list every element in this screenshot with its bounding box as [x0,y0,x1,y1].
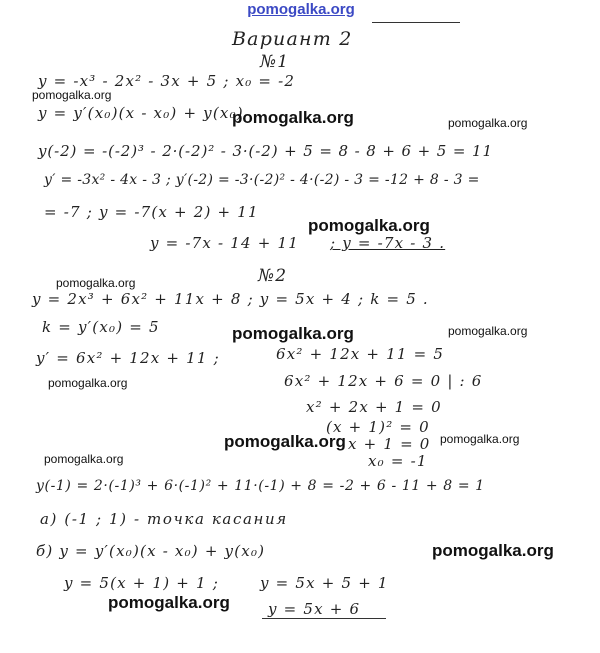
task1-line-3: y(-2) = -(-2)³ - 2·(-2)² - 3·(-2) + 5 = 8 - 8 + 6 + 5 = 11 [38,142,493,160]
task2-line-5: 6x² + 12x + 6 = 0 | : 6 [284,372,483,390]
task1-number: №1 [260,52,290,72]
watermark: pomogalka.org [48,376,128,390]
watermark: pomogalka.org [56,276,136,290]
watermark: pomogalka.org [108,593,230,612]
task1-line-1: y = -x³ - 2x² - 3x + 5 ; x₀ = -2 [38,72,296,90]
watermark: pomogalka.org [232,108,354,127]
watermark: pomogalka.org [44,452,124,466]
task2-line-10: y(-1) = 2·(-1)³ + 6·(-1)² + 11·(-1) + 8 = -2 + 6 - 11 + 8 = 1 [36,478,485,494]
task2-line-11: a) (-1 ; 1) - точка касания [40,510,288,528]
task1-line-6: y = -7x - 14 + 11 [150,234,299,252]
watermark: pomogalka.org [308,216,430,235]
task1-line-4: y′ = -3x² - 4x - 3 ; y′(-2) = -3·(-2)² - 4·(-2) - 3 = -12 + 8 - 3 = [44,172,480,188]
task2-line-9: x₀ = -1 [368,452,428,470]
task2-line-6: x² + 2x + 1 = 0 [306,398,442,416]
site-header-link[interactable]: pomogalka.org [247,1,355,18]
watermark: pomogalka.org [448,116,528,130]
task1-line-5: = -7 ; y = -7(x + 2) + 11 [44,203,259,221]
task2-line-1: y = 2x³ + 6x² + 11x + 8 ; y = 5x + 4 ; k = 5 . [32,290,429,308]
task2-line-8: x + 1 = 0 [348,435,431,453]
task1-line-2: y = y′(x₀)(x - x₀) + y(x₀) [38,104,244,122]
task2-answer: y = 5x + 6 [268,600,361,618]
watermark: pomogalka.org [224,432,346,451]
task1-answer: ; y = -7x - 3 . [330,234,446,252]
watermark: pomogalka.org [440,432,520,446]
watermark: pomogalka.org [448,324,528,338]
task2-line-14: y = 5x + 5 + 1 [260,574,389,592]
watermark: pomogalka.org [432,541,554,560]
task2-line-3: y′ = 6x² + 12x + 11 ; [36,349,220,367]
task2-number: №2 [258,266,288,286]
header-rule [372,22,460,23]
variant-title: Вариант 2 [232,28,353,50]
task2-line-4: 6x² + 12x + 11 = 5 [276,345,445,363]
task2-line-13: y = 5(x + 1) + 1 ; [64,574,220,592]
task2-line-2: k = y′(x₀) = 5 [42,318,160,336]
task2-line-12: б) y = y′(x₀)(x - x₀) + y(x₀) [36,542,266,560]
watermark: pomogalka.org [232,324,354,343]
task2-line-7: (x + 1)² = 0 [326,418,430,436]
watermark: pomogalka.org [32,88,112,102]
answer-underline [262,618,386,619]
